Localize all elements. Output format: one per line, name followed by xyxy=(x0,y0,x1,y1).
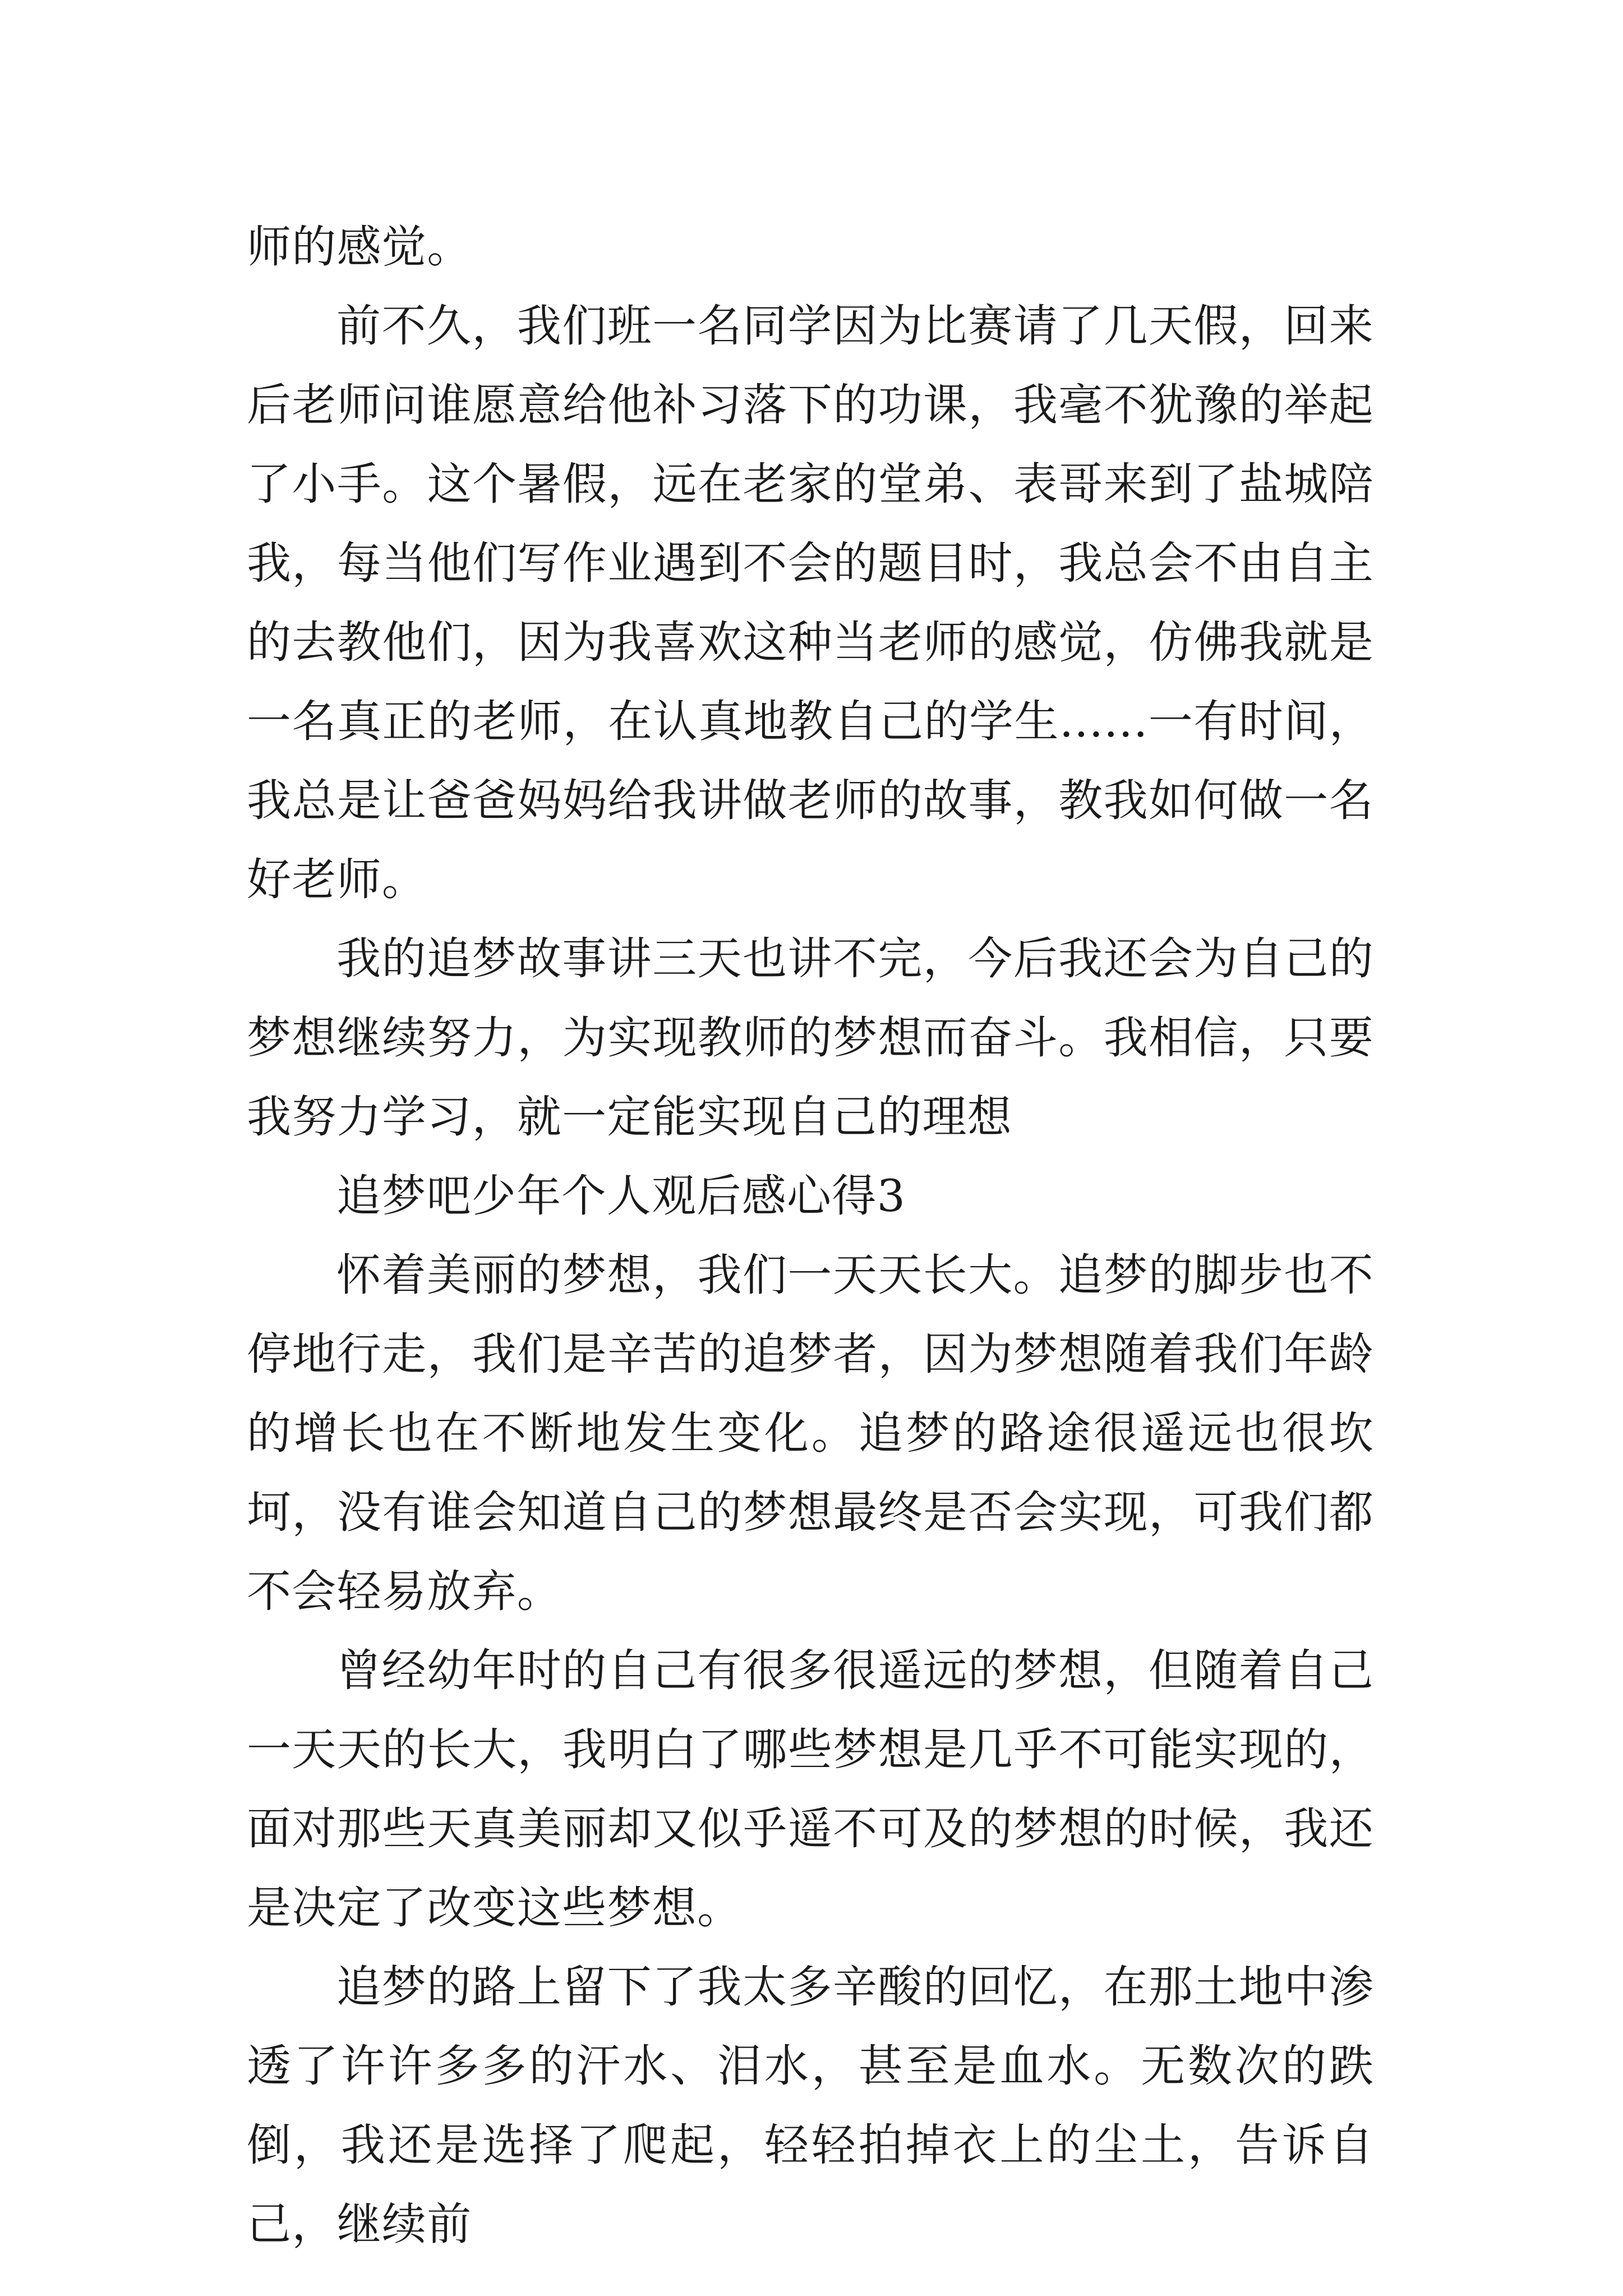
paragraph: 曾经幼年时的自己有很多很遥远的梦想，但随着自己一天天的长大，我明白了哪些梦想是几乎不可能实现的，面对那些天真美丽却又似乎遥不可及的梦想的时候，我还是决定了改变这些梦想。 xyxy=(247,1645,1374,1934)
paragraph: 怀着美丽的梦想，我们一天天长大。追梦的脚步也不停地行走，我们是辛苦的追梦者，因为梦想随着我们年龄的增长也在不断地发生变化。追梦的路途很遥远也很坎坷，没有谁会知道自己的梦想最终是否会实现，可我们都不会轻易放弃。 xyxy=(247,1249,1374,1617)
paragraph: 追梦的路上留下了我太多辛酸的回忆，在那土地中渗透了许许多多的汗水、泪水，甚至是血水。无数次的跌倒，我还是选择了爬起，轻轻拍掉衣上的尘土，告诉自己，继续前 xyxy=(247,1961,1374,2250)
paragraph: 前不久，我们班一名同学因为比赛请了几天假，回来后老师问谁愿意给他补习落下的功课，我毫不犹豫的举起了小手。这个暑假，远在老家的堂弟、表哥来到了盐城陪我，每当他们写作业遇到不会的题目时，我总会不由自主的去教他们，因为我喜欢这种当老师的感觉，仿佛我就是一名真正的老师，在认真地教自己的学生......一有时间，我总是让爸爸妈妈给我讲做老师的故事，教我如何做一名好老师。 xyxy=(247,300,1374,905)
document-body xyxy=(247,208,1374,2264)
paragraph: 我的追梦故事讲三天也讲不完，今后我还会为自己的梦想继续努力，为实现教师的梦想而奋斗。我相信，只要我努力学习，就一定能实现自己的理想 xyxy=(247,933,1374,1143)
section-heading: 追梦吧少年个人观后感心得3 xyxy=(336,1170,906,1222)
paragraph-continuation: 师的感觉。 xyxy=(247,221,472,273)
